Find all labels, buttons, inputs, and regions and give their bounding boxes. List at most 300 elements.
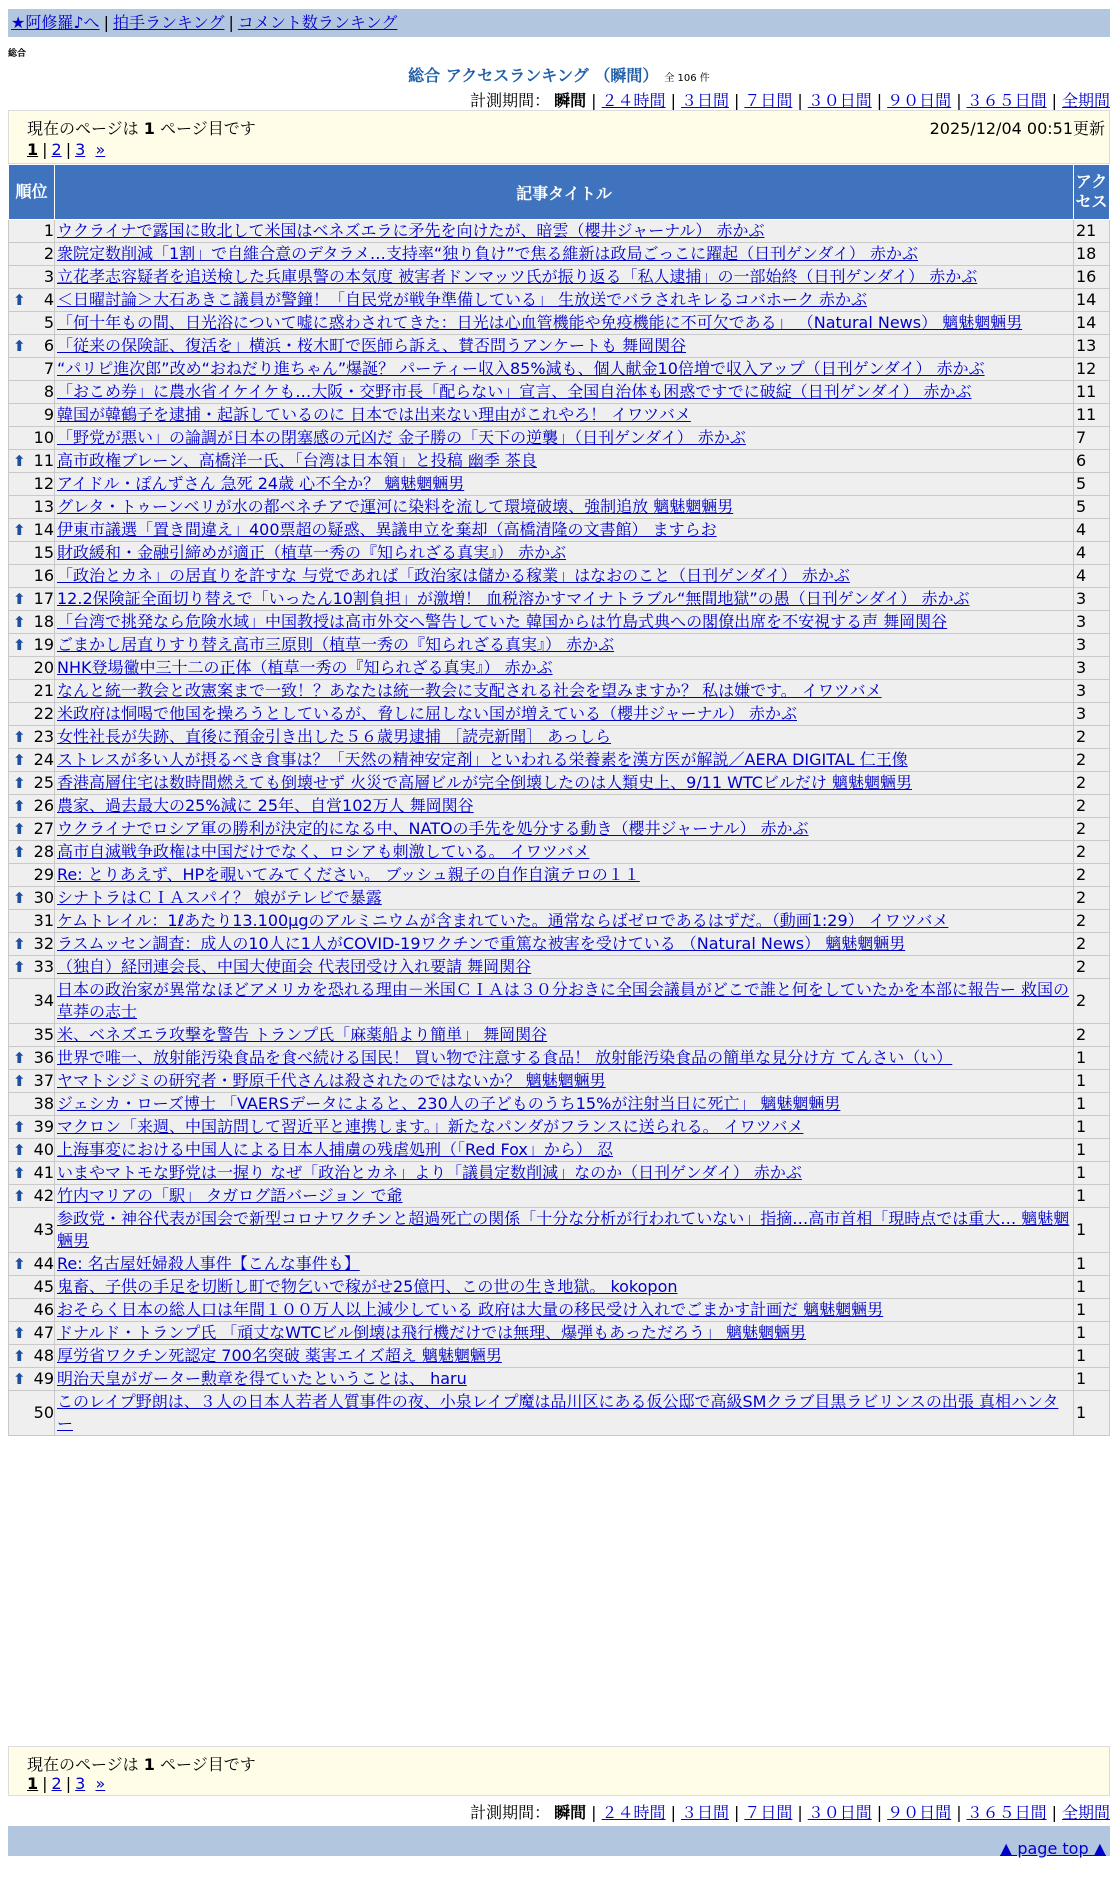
title-cell <box>55 1276 1074 1299</box>
rank-cell <box>9 1345 55 1368</box>
article-link[interactable]: 農家、過去最大の25%減に 25年、自営102万人 舞岡関谷 <box>57 796 474 815</box>
article-link[interactable]: グレタ・トゥーンベリが水の都ベネチアで運河に染料を流して環境破壊、強制追放 魑魅魍魎男 <box>57 497 734 516</box>
title-cell <box>55 220 1074 243</box>
rank-cell <box>9 1093 55 1116</box>
table-row <box>9 565 1110 588</box>
article-link[interactable]: NHK登場黴中三十二の正体（植草一秀の『知られざる真実』） 赤かぶ <box>57 658 553 677</box>
table-row <box>9 818 1110 841</box>
table-row <box>9 887 1110 910</box>
article-link[interactable]: ジェシカ・ローズ博士 「VAERSデータによると、230人の子どものうち15%が注射当日に死亡」 魑魅魍魎男 <box>57 1094 841 1113</box>
arrow-up-icon: ⬆ <box>13 1072 26 1090</box>
title-cell <box>55 312 1074 335</box>
access-count: 2 <box>1074 1024 1110 1047</box>
rank-number: 41 <box>33 1163 54 1182</box>
rank-number: 4 <box>43 290 54 309</box>
table-row <box>9 358 1110 381</box>
article-link[interactable]: このレイプ野朗は、３人の日本人若者人質事件の夜、小泉レイプ魔は品川区にある仮公邸で高級SMクラブ目黒ラビリンスの出張 真相ハンター <box>57 1392 1059 1433</box>
article-link[interactable]: 財政緩和・金融引締めが適正（植草一秀の『知られざる真実』） 赤かぶ <box>57 543 567 562</box>
period-link-all[interactable]: 全期間 <box>1061 1803 1110 1822</box>
table-row <box>9 703 1110 726</box>
article-link[interactable]: 米政府は恫喝で他国を操ろうとしているが、脅しに屈しない国が増えている（櫻井ジャーナル） 赤かぶ <box>57 704 797 723</box>
rank-cell <box>9 519 55 542</box>
rank-number: 28 <box>33 842 54 861</box>
table-row <box>9 335 1110 358</box>
pager-bottom: 1 | 2 | 3 » <box>27 1774 106 1793</box>
table-row <box>9 427 1110 450</box>
arrow-up-icon: ⬆ <box>13 843 26 861</box>
article-link[interactable]: 竹内マリアの「駅」 タガログ語バージョン で爺 <box>57 1186 403 1205</box>
table-row <box>9 956 1110 979</box>
table-row <box>9 404 1110 427</box>
period-link-7d[interactable]: ７日間 <box>744 1803 793 1822</box>
access-count: 3 <box>1074 634 1110 657</box>
rank-cell <box>9 1253 55 1276</box>
arrow-up-icon: ⬆ <box>13 590 26 608</box>
period-link-90d[interactable]: ９０日間 <box>887 1803 952 1822</box>
arrow-up-icon: ⬆ <box>13 636 26 654</box>
article-link[interactable]: 女性社長が失跡、直後に預金引き出した５６歳男逮捕 ［読売新聞］ あっしら <box>57 727 612 746</box>
arrow-up-icon: ⬆ <box>13 337 26 355</box>
pager-current: 1 <box>27 140 39 159</box>
article-link[interactable]: 「何十年もの間、日光浴について嘘に惑わされてきた：日光は心血管機能や免疫機能に不可欠である」 （Natural News） 魑魅魍魎男 <box>57 313 1023 332</box>
ranking-table <box>8 164 1110 1436</box>
title-cell <box>55 1391 1074 1436</box>
rank-number: 49 <box>33 1369 54 1388</box>
period-link-365d[interactable]: ３６５日間 <box>966 91 1047 110</box>
arrow-up-icon: ⬆ <box>13 774 26 792</box>
rank-cell <box>9 335 55 358</box>
rank-cell <box>9 1368 55 1391</box>
access-count: 2 <box>1074 887 1110 910</box>
access-count: 4 <box>1074 542 1110 565</box>
title-cell <box>55 1185 1074 1208</box>
period-link-90d[interactable]: ９０日間 <box>887 91 952 110</box>
rank-cell <box>9 910 55 933</box>
period-link-3d[interactable]: ３日間 <box>680 91 729 110</box>
period-selector-bottom: 計測期間： 瞬間 | ２４時間 | ３日間 | ７日間 | ３０日間 | ９０日間 | ３６５日間 | 全期間 <box>470 1803 1110 1822</box>
arrow-up-icon: ⬆ <box>13 521 26 539</box>
title-cell <box>55 588 1074 611</box>
rank-number: 47 <box>33 1323 54 1342</box>
rank-number: 45 <box>33 1277 54 1296</box>
period-current: 瞬間 <box>554 91 587 110</box>
rank-number: 34 <box>33 991 54 1010</box>
period-link-24h[interactable]: ２４時間 <box>601 91 666 110</box>
access-count: 1 <box>1074 1047 1110 1070</box>
rank-cell <box>9 657 55 680</box>
article-link[interactable]: 12.2保険証全面切り替えで「いったん10割負担」が激増！ 血税溶かすマイナトラブル“無間地獄”の愚（日刊ゲンダイ） 赤かぶ <box>57 589 970 608</box>
title-cell <box>55 450 1074 473</box>
article-link[interactable]: 上海事変における中国人による日本人捕虜の残虐処刑（「Red Fox」から） 忍 <box>57 1140 613 1159</box>
updated-timestamp: 2025/12/04 00:51更新 <box>929 119 1105 138</box>
title-cell <box>55 979 1074 1024</box>
rank-number: 37 <box>33 1071 54 1090</box>
access-count: 1 <box>1074 1276 1110 1299</box>
table-row <box>9 588 1110 611</box>
rank-cell <box>9 450 55 473</box>
title-cell <box>55 519 1074 542</box>
rank-number: 40 <box>33 1140 54 1159</box>
ranking-title: 総合 アクセスランキング （瞬間） <box>408 66 659 85</box>
table-row <box>9 266 1110 289</box>
rank-number: 39 <box>33 1117 54 1136</box>
article-link[interactable]: シナトラはＣＩＡスパイ？ 娘がテレビで暴露 <box>57 888 382 907</box>
top-link-comment-ranking[interactable]: コメント数ランキング <box>237 13 398 32</box>
access-count: 2 <box>1074 726 1110 749</box>
period-link-24h[interactable]: ２４時間 <box>601 1803 666 1822</box>
article-link[interactable]: ケムトレイル：1ℓあたり13.100μgのアルミニウムが含まれていた。通常ならばゼロであるはずだ。（動画1:29） イワツバメ <box>57 911 949 930</box>
article-link[interactable]: “パリピ進次郎”改め“おねだり進ちゃん”爆誕？ パーティー収入85%減も、個人献金10倍増で収入アップ（日刊ゲンダイ） 赤かぶ <box>57 359 985 378</box>
table-row <box>9 289 1110 312</box>
article-link[interactable]: ドナルド・トランプ氏 「頑丈なWTCビル倒壊は飛行機だけでは無理、爆弾もあっただろう」 魑魅魍魎男 <box>57 1323 807 1342</box>
rank-cell <box>9 749 55 772</box>
title-cell <box>55 611 1074 634</box>
rank-number: 5 <box>43 313 54 332</box>
access-count: 2 <box>1074 772 1110 795</box>
rank-cell <box>9 1185 55 1208</box>
access-count: 11 <box>1074 404 1110 427</box>
access-count: 3 <box>1074 611 1110 634</box>
access-count: 1 <box>1074 1185 1110 1208</box>
access-count: 1 <box>1074 1391 1110 1436</box>
rank-number: 12 <box>33 474 54 493</box>
article-link[interactable]: 衆院定数削減「1割」で自維合意のデタラメ…支持率“独り負け”で焦る維新は政局ごっこに躍起（日刊ゲンダイ） 赤かぶ <box>57 244 918 263</box>
article-link[interactable]: 鬼畜、子供の手足を切断し町で物乞いで稼がせ25億円、この世の生き地獄。 kokopon <box>57 1277 678 1296</box>
access-count: 11 <box>1074 381 1110 404</box>
title-cell <box>55 910 1074 933</box>
title-cell <box>55 243 1074 266</box>
table-row <box>9 243 1110 266</box>
title-cell <box>55 680 1074 703</box>
article-link[interactable]: 世界で唯一、放射能汚染食品を食べ続ける国民！ 買い物で注意する食品！ 放射能汚染食品の簡単な見分け方 てんさい（い） <box>57 1048 953 1067</box>
rank-cell <box>9 795 55 818</box>
period-label: 計測期間： <box>470 91 551 110</box>
arrow-up-icon: ⬆ <box>13 452 26 470</box>
rank-cell <box>9 243 55 266</box>
access-count: 16 <box>1074 266 1110 289</box>
title-cell <box>55 772 1074 795</box>
title-cell <box>55 956 1074 979</box>
period-link-all[interactable]: 全期間 <box>1061 91 1110 110</box>
article-link[interactable]: ラスムッセン調査：成人の10人に1人がCOVID-19ワクチンで重篤な被害を受けている （Natural News） 魑魅魍魎男 <box>57 934 906 953</box>
top-link-asyura[interactable]: ★阿修羅♪へ <box>11 13 100 32</box>
pager-link-2[interactable]: 2 <box>51 140 62 159</box>
title-cell <box>55 726 1074 749</box>
period-link-30d[interactable]: ３０日間 <box>807 1803 872 1822</box>
table-row <box>9 772 1110 795</box>
rank-number: 7 <box>43 359 54 378</box>
arrow-up-icon: ⬆ <box>13 1347 26 1365</box>
access-count: 1 <box>1074 1070 1110 1093</box>
article-link[interactable]: （独自）経団連会長、中国大使面会 代表団受け入れ要請 舞岡関谷 <box>57 957 532 976</box>
table-row <box>9 1070 1110 1093</box>
period-link-7d[interactable]: ７日間 <box>744 91 793 110</box>
article-link[interactable]: 日本の政治家が異常なほどアメリカを恐れる理由－米国ＣＩＡは３０分おきに全国会議員がどこで誰と何をしていたかを本部に報告ー 救国の草莽の志士 <box>57 980 1069 1021</box>
rank-number: 43 <box>33 1220 54 1239</box>
rank-cell <box>9 818 55 841</box>
table-row <box>9 496 1110 519</box>
arrow-up-icon: ⬆ <box>13 820 26 838</box>
title-cell <box>55 289 1074 312</box>
rank-cell <box>9 611 55 634</box>
arrow-up-icon: ⬆ <box>13 613 26 631</box>
rank-cell <box>9 1116 55 1139</box>
table-row <box>9 473 1110 496</box>
arrow-up-icon: ⬆ <box>13 751 26 769</box>
title-cell <box>55 1139 1074 1162</box>
title-cell <box>55 795 1074 818</box>
table-row <box>9 1162 1110 1185</box>
rank-number: 2 <box>43 244 54 263</box>
period-link-365d[interactable]: ３６５日間 <box>966 1803 1047 1822</box>
rank-cell <box>9 358 55 381</box>
header-access: アクセス <box>1074 165 1110 220</box>
table-row <box>9 1093 1110 1116</box>
arrow-up-icon: ⬆ <box>13 1187 26 1205</box>
rank-number: 36 <box>33 1048 54 1067</box>
rank-number: 35 <box>33 1025 54 1044</box>
rank-cell <box>9 1299 55 1322</box>
bottom-bar <box>8 1826 1110 1856</box>
header-title: 記事タイトル <box>55 165 1074 220</box>
arrow-up-icon: ⬆ <box>13 291 26 309</box>
period-link-3d[interactable]: ３日間 <box>680 1803 729 1822</box>
page-note: 現在のページは 1 ページ目です <box>27 1755 256 1774</box>
rank-number: 42 <box>33 1186 54 1205</box>
rank-cell <box>9 1047 55 1070</box>
article-link[interactable]: 「台湾で挑発なら危険水域」中国教授は高市外交へ警告していた 韓国からは竹島式典への閣僚出席を不安視する声 舞岡関谷 <box>57 612 948 631</box>
top-link-applause-ranking[interactable]: 拍手ランキング <box>112 13 225 32</box>
access-count: 14 <box>1074 312 1110 335</box>
page-info-bottom <box>8 1746 1110 1796</box>
rank-number: 50 <box>33 1403 54 1422</box>
rank-cell <box>9 726 55 749</box>
arrow-up-icon: ⬆ <box>13 1324 26 1342</box>
access-count: 2 <box>1074 956 1110 979</box>
rank-number: 20 <box>33 658 54 677</box>
article-link[interactable]: ごまかし居直りすり替え高市三原則（植草一秀の『知られざる真実』） 赤かぶ <box>57 635 615 654</box>
article-link[interactable]: 高市政権ブレーン、高橋洋一氏、「台湾は日本領」と投稿 幽季 茶良 <box>57 451 537 470</box>
article-link[interactable]: アイドル・ぽんずさん 急死 24歳 心不全か？ 魑魅魍魎男 <box>57 474 465 493</box>
table-row <box>9 1368 1110 1391</box>
rank-cell <box>9 1276 55 1299</box>
pager-next[interactable]: » <box>95 140 106 159</box>
rank-number: 9 <box>43 405 54 424</box>
article-link[interactable]: ウクライナでロシア軍の勝利が決定的になる中、NATOの手先を処分する動き（櫻井ジャーナル） 赤かぶ <box>57 819 809 838</box>
table-row <box>9 1391 1110 1436</box>
rank-cell <box>9 542 55 565</box>
rank-cell <box>9 266 55 289</box>
period-current: 瞬間 <box>554 1803 587 1822</box>
rank-number: 44 <box>33 1254 54 1273</box>
table-header-row <box>9 165 1110 220</box>
title-cell <box>55 703 1074 726</box>
article-link[interactable]: 厚労省ワクチン死認定 700名突破 薬害エイズ超え 魑魅魍魎男 <box>57 1346 502 1365</box>
rank-number: 48 <box>33 1346 54 1365</box>
rank-number: 18 <box>33 612 54 631</box>
title-cell <box>55 634 1074 657</box>
rank-number: 30 <box>33 888 54 907</box>
pager-link-2[interactable]: 2 <box>51 1774 62 1793</box>
access-count: 1 <box>1074 1208 1110 1253</box>
article-link[interactable]: 参政党・神谷代表が国会で新型コロナワクチンと超過死亡の関係「十分な分析が行われていない」指摘…高市首相「現時点では重大… 魑魅魍魎男 <box>57 1209 1070 1250</box>
arrow-up-icon: ⬆ <box>13 1049 26 1067</box>
table-row <box>9 1116 1110 1139</box>
ranking-heading <box>0 63 1118 86</box>
rank-cell <box>9 772 55 795</box>
rank-cell <box>9 565 55 588</box>
article-link[interactable]: 香港高層住宅は数時間燃えても倒壊せず 火災で高層ビルが完全倒壊したのは人類史上、9/11 WTCビルだけ 魑魅魍魎男 <box>57 773 913 792</box>
title-cell <box>55 381 1074 404</box>
access-count: 4 <box>1074 565 1110 588</box>
page-top-link[interactable]: ▲ page top ▲ <box>999 1839 1106 1858</box>
rank-cell <box>9 427 55 450</box>
access-count: 3 <box>1074 588 1110 611</box>
article-link[interactable]: Re: とりあえず、HPを覗いてみてください。 ブッシュ親子の自作自演テロの１１ <box>57 865 640 884</box>
rank-cell <box>9 381 55 404</box>
rank-cell <box>9 1070 55 1093</box>
access-count: 3 <box>1074 703 1110 726</box>
rank-number: 10 <box>33 428 54 447</box>
access-count: 5 <box>1074 496 1110 519</box>
access-count: 2 <box>1074 910 1110 933</box>
pager-next[interactable]: » <box>95 1774 106 1793</box>
table-row <box>9 1208 1110 1253</box>
arrow-up-icon: ⬆ <box>13 1141 26 1159</box>
title-cell <box>55 1070 1074 1093</box>
access-count: 3 <box>1074 657 1110 680</box>
rank-number: 33 <box>33 957 54 976</box>
pager-link-3[interactable]: 3 <box>75 140 86 159</box>
pager-link-3[interactable]: 3 <box>75 1774 86 1793</box>
separator: | <box>103 13 109 32</box>
table-row <box>9 1345 1110 1368</box>
table-row <box>9 1253 1110 1276</box>
rank-number: 24 <box>33 750 54 769</box>
rank-cell <box>9 703 55 726</box>
article-link[interactable]: ストレスが多い人が摂るべき食事は？「天然の精神安定剤」といわれる栄養素を漢方医が解説／AERA DIGITAL 仁王像 <box>57 750 908 769</box>
article-link[interactable]: ウクライナで露国に敗北して米国はベネズエラに矛先を向けたが、暗雲（櫻井ジャーナル） 赤かぶ <box>57 221 765 240</box>
access-count: 2 <box>1074 818 1110 841</box>
rank-number: 17 <box>33 589 54 608</box>
title-cell <box>55 887 1074 910</box>
table-row <box>9 1185 1110 1208</box>
rank-cell <box>9 933 55 956</box>
title-cell <box>55 1368 1074 1391</box>
rank-cell <box>9 887 55 910</box>
rank-number: 15 <box>33 543 54 562</box>
access-count: 18 <box>1074 243 1110 266</box>
table-row <box>9 933 1110 956</box>
article-link[interactable]: 立花孝志容疑者を追送検した兵庫県警の本気度 被害者ドンマッツ氏が振り返る「私人逮捕」の一部始終（日刊ゲンダイ） 赤かぶ <box>57 267 978 286</box>
header-rank: 順位 <box>9 165 55 220</box>
table-row <box>9 450 1110 473</box>
article-link[interactable]: いまやマトモな野党は一握り なぜ「政治とカネ」より「議員定数削減」なのか（日刊ゲンダイ） 赤かぶ <box>57 1163 802 1182</box>
article-link[interactable]: ＜日曜討論＞大石あきこ議員が警鐘！「自民党が戦争準備している」 生放送でバラされキレるコバホーク 赤かぶ <box>57 290 868 309</box>
arrow-up-icon: ⬆ <box>13 797 26 815</box>
table-row <box>9 220 1110 243</box>
title-cell <box>55 1162 1074 1185</box>
rank-cell <box>9 1391 55 1436</box>
table-row <box>9 680 1110 703</box>
rank-number: 25 <box>33 773 54 792</box>
rank-number: 22 <box>33 704 54 723</box>
access-count: 2 <box>1074 795 1110 818</box>
article-link[interactable]: ヤマトシジミの研究者・野原千代さんは殺されたのではないか？ 魑魅魍魎男 <box>57 1071 606 1090</box>
rank-number: 26 <box>33 796 54 815</box>
title-cell <box>55 1093 1074 1116</box>
access-count: 1 <box>1074 1345 1110 1368</box>
rank-cell <box>9 404 55 427</box>
table-row <box>9 726 1110 749</box>
rank-cell <box>9 1162 55 1185</box>
page-note: 現在のページは 1 ページ目です <box>27 119 256 138</box>
access-count: 1 <box>1074 1322 1110 1345</box>
rank-number: 19 <box>33 635 54 654</box>
article-link[interactable]: 韓国が韓鶴子を逮捕・起訴しているのに 日本では出来ない理由がこれやろ！ イワツバメ <box>57 405 691 424</box>
article-link[interactable]: 「おこめ券」に農水省イケイケも…大阪・交野市長「配らない」宣言、全国自治体も困惑ですでに破綻（日刊ゲンダイ） 赤かぶ <box>57 382 972 401</box>
rank-cell <box>9 473 55 496</box>
rank-number: 38 <box>33 1094 54 1113</box>
access-count: 1 <box>1074 1299 1110 1322</box>
title-cell <box>55 1345 1074 1368</box>
access-count: 21 <box>1074 220 1110 243</box>
rank-number: 14 <box>33 520 54 539</box>
table-row <box>9 1322 1110 1345</box>
pager-current: 1 <box>27 1774 39 1793</box>
access-count: 1 <box>1074 1368 1110 1391</box>
title-cell <box>55 1299 1074 1322</box>
table-row <box>9 312 1110 335</box>
article-link[interactable]: 「政治とカネ」の居直りを許すな 与党であれば「政治家は儲かる稼業」はなおのこと（日刊ゲンダイ） 赤かぶ <box>57 566 850 585</box>
table-row <box>9 519 1110 542</box>
rank-number: 32 <box>33 934 54 953</box>
article-link[interactable]: マクロン「来週、中国訪問して習近平と連携します。」新たなパンダがフランスに送られる。 イワツバメ <box>57 1117 804 1136</box>
rank-cell <box>9 1024 55 1047</box>
separator: | <box>228 13 234 32</box>
access-count: 12 <box>1074 358 1110 381</box>
access-count: 2 <box>1074 749 1110 772</box>
arrow-up-icon: ⬆ <box>13 958 26 976</box>
access-count: 2 <box>1074 841 1110 864</box>
access-count: 5 <box>1074 473 1110 496</box>
arrow-up-icon: ⬆ <box>13 1164 26 1182</box>
rank-number: 21 <box>33 681 54 700</box>
period-link-30d[interactable]: ３０日間 <box>807 91 872 110</box>
article-link[interactable]: 「野党が悪い」の論調が日本の閉塞感の元凶だ 金子勝の「天下の逆襲」（日刊ゲンダイ） 赤かぶ <box>57 428 746 447</box>
access-count: 2 <box>1074 864 1110 887</box>
article-link[interactable]: 明治天皇がガーター勲章を得ていたということは、 haru <box>57 1369 467 1388</box>
rank-cell <box>9 956 55 979</box>
title-cell <box>55 427 1074 450</box>
rank-cell <box>9 864 55 887</box>
article-link[interactable]: 伊東市議選「置き間違え」400票超の疑惑、異議申立を棄却（高橋清隆の文書館） ますらお <box>57 520 717 539</box>
table-row <box>9 1139 1110 1162</box>
article-link[interactable]: おそらく日本の総人口は年間１００万人以上減少している 政府は大量の移民受け入れでごまかす計画だ 魑魅魍魎男 <box>57 1300 884 1319</box>
article-link[interactable]: 高市自滅戦争政権は中国だけでなく、ロシアも刺激している。 イワツバメ <box>57 842 590 861</box>
access-count: 6 <box>1074 450 1110 473</box>
article-link[interactable]: Re: 名古屋妊婦殺人事件【こんな事件も】 <box>57 1254 360 1273</box>
table-row <box>9 634 1110 657</box>
rank-cell <box>9 312 55 335</box>
article-link[interactable]: なんと統一教会と改憲案まで一致！？あなたは統一教会に支配される社会を望みますか？ 私は嫌です。 イワツバメ <box>57 681 882 700</box>
rank-cell <box>9 1139 55 1162</box>
access-count: 4 <box>1074 519 1110 542</box>
article-link[interactable]: 「従来の保険証、復活を」横浜・桜木町で医師ら訴え、賛否問うアンケートも 舞岡関谷 <box>57 336 687 355</box>
title-cell <box>55 864 1074 887</box>
article-link[interactable]: 米、ベネズエラ攻撃を警告 トランプ氏「麻薬船より簡単」 舞岡関谷 <box>57 1025 548 1044</box>
access-count: 13 <box>1074 335 1110 358</box>
